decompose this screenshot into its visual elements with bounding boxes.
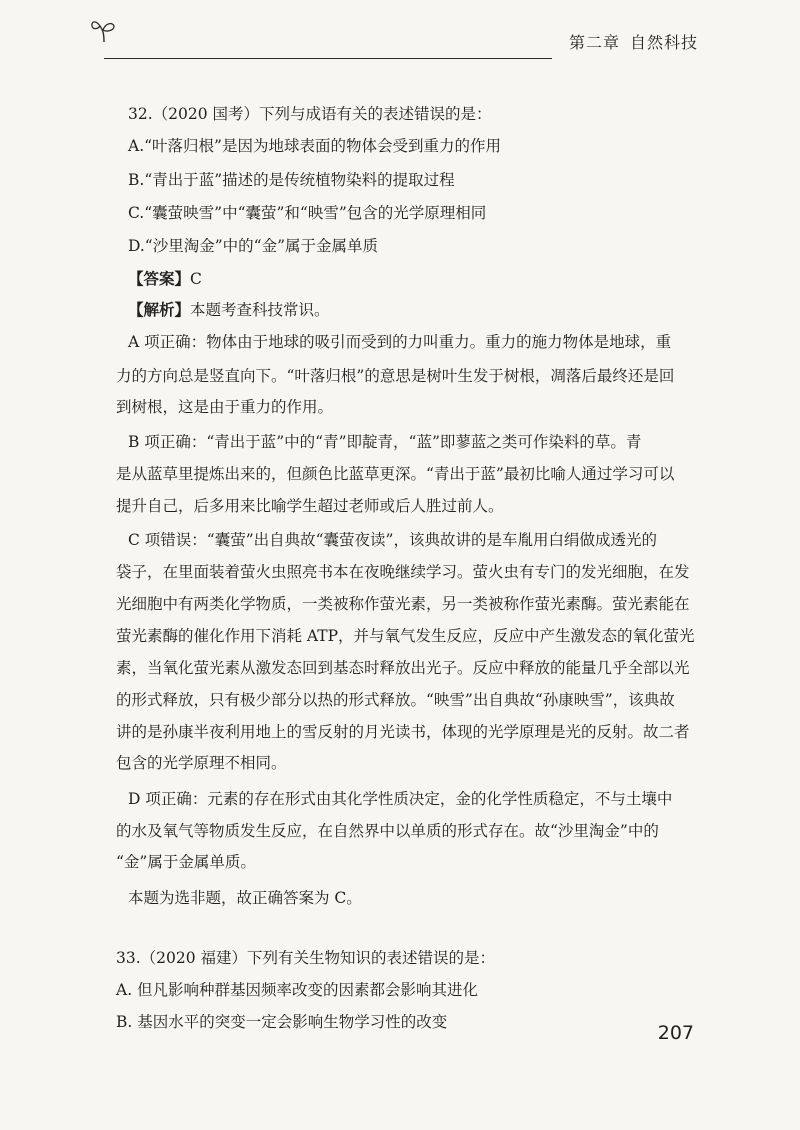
chapter-title xyxy=(559,30,698,53)
question-32-option-b: B.“青出于蓝”描述的是传统植物染料的提取过程 xyxy=(128,171,455,189)
answer-line xyxy=(128,269,202,289)
header-rule xyxy=(104,58,552,59)
question-32-option-a: A.“叶落归根”是因为地球表面的物体会受到重力的作用 xyxy=(128,137,501,155)
chapter-section: 自然科技 xyxy=(629,33,698,52)
para-b-line: B 项正确：“青出于蓝”中的“青”即靛青，“蓝”即蓼蓝之类可作染料的草。青 xyxy=(128,433,642,451)
answer-label: 【答案】 xyxy=(128,269,191,288)
para-d-line: “金”属于金属单质。 xyxy=(116,853,256,871)
para-c-line: C 项错误：“囊萤”出自典故“囊萤夜读”，该典故讲的是车胤用白绢做成透光的 xyxy=(128,531,657,549)
page-number: 207 xyxy=(657,1022,694,1044)
para-a-line: A 项正确：物体由于地球的吸引而受到的力叫重力。重力的施力物体是地球，重 xyxy=(128,333,672,351)
answer-value: C xyxy=(190,270,202,288)
para-c-line: 的形式释放，只有极少部分以热的形式释放。“映雪”出自典故“孙康映雪”，该典故 xyxy=(116,691,675,709)
para-a-line: 到树根，这是由于重力的作用。 xyxy=(116,398,334,416)
question-32-option-c: C.“囊萤映雪”中“囊萤”和“映雪”包含的光学原理相同 xyxy=(128,204,487,222)
question-32-option-d: D.“沙里淘金”中的“金”属于金属单质 xyxy=(128,237,378,255)
analysis-label: 【解析】 xyxy=(128,300,191,319)
para-c-line: 包含的光学原理不相同。 xyxy=(116,754,287,772)
question-33-option-a: A. 但凡影响种群基因频率改变的因素都会影响其进化 xyxy=(116,981,479,999)
para-b-line: 提升自己，后多用来比喻学生超过老师或后人胜过前人。 xyxy=(116,497,504,515)
question-33-option-b: B. 基因水平的突变一定会影响生物学习性的改变 xyxy=(116,1013,448,1031)
analysis-intro: 本题考查科技常识。 xyxy=(190,301,330,319)
para-c-line: 讲的是孙康半夜利用地上的雪反射的月光读书，体现的光学原理是光的反射。故二者 xyxy=(116,723,690,741)
page-header xyxy=(90,18,702,58)
para-c-line: 光细胞中有两类化学物质，一类被称作萤光素，另一类被称作萤光素酶。萤光素能在 xyxy=(116,595,690,613)
para-d-line: 的水及氧气等物质发生反应，在自然界中以单质的形式存在。故“沙里淘金”中的 xyxy=(116,822,659,840)
para-a-line: 力的方向总是竖直向下。“叶落归根”的意思是树叶生发于树根，凋落后最终还是回 xyxy=(116,367,675,385)
para-c-line: 素，当氧化萤光素从激发态回到基态时释放出光子。反应中释放的能量几乎全部以光 xyxy=(116,659,690,677)
sprout-icon xyxy=(90,18,120,44)
para-d-line: D 项正确：元素的存在形式由其化学性质决定，金的化学性质稳定，不与土壤中 xyxy=(128,790,673,808)
conclusion-line: 本题为选非题，故正确答案为 C。 xyxy=(128,889,362,907)
analysis-line xyxy=(128,300,330,320)
para-b-line: 是从蓝草里提炼出来的，但颜色比蓝草更深。“青出于蓝”最初比喻人通过学习可以 xyxy=(116,465,675,483)
para-c-line: 袋子，在里面装着萤火虫照亮书本在夜晚继续学习。萤火虫有专门的发光细胞，在发 xyxy=(116,563,690,581)
question-32-stem: 32.（2020 国考）下列与成语有关的表述错误的是： xyxy=(128,105,492,123)
question-33-stem: 33.（2020 福建）下列有关生物知识的表述错误的是： xyxy=(116,949,496,967)
para-c-line: 萤光素酶的催化作用下消耗 ATP，并与氧气发生反应，反应中产生激发态的氧化萤光 xyxy=(116,627,695,645)
chapter-number: 第二章 xyxy=(568,33,620,52)
